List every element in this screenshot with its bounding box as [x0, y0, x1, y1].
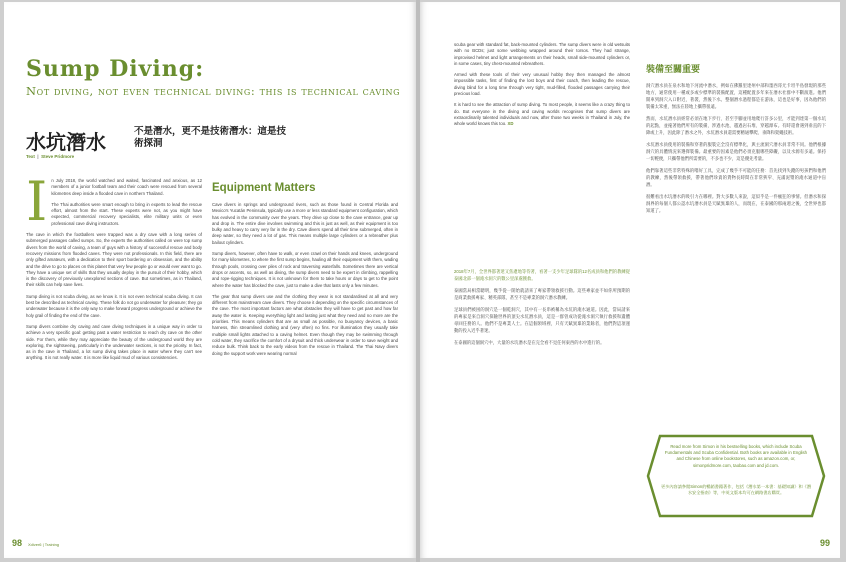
paragraph: Cave divers in springs and underground rivers, such as those found in Central Florida and Mexico's Yucatán Peninsula, typically use a more or less standard equipment configuration, which has evolved in the community over the years. They drive up close to the cave entrance, gear up and drop in. The entire dive involves swimming and this is just as well, as their equipment is too bulky and heavy to carry very far in the dry. Cave divers spend all their time submerged, often in deep water, so they need a lot of gas. This means multiple large cylinders or a rebreather plus bailout cylinders.	[212, 202, 398, 245]
right-page-number: 99	[819, 538, 830, 548]
paragraph: Sump divers, however, often have to walk, or even crawl on their hands and knees, underground for many kilometres, to where the first sump begins, hauling all their equipment with them, wading through pools, crossing over piles of rock and traversing waterfalls. Sometimes there are vertical drops or ascents, so, as well as diving, the sump divers need to be expert in climbing, rappelling and rope-rigging techniques. It is not unknown for them to take hours or days to get to the point where the water has blocked the cave, just to make a dive that lasts only a few minutes.	[212, 251, 398, 288]
paragraph: 他們靠著這些非常特殊的嗜好工具，完成了幾乎不可能的任務：首先找到失蹤的男孩們和他們的教練，然後帶領救援，帶著他們珍貴的貨物長時間在非常狹窄、充滿泥漿的淹水通道中盲潛。	[646, 168, 826, 187]
chinese-lead-paragraph: 2018年7月，全世界都著迷又焦慮地等待著，看著一支少年足球隊的12名成員和他們的教練從泰國北部一個淹水洞穴的數公里深處獲救。	[454, 269, 630, 281]
paragraph: The Thai authorities were smart enough to bring in experts to lead the rescue effort, almost from the start. These experts were not, as you might have expected, commercial recovery specialists, elite military units or even professional cave diving instructors.	[51, 201, 202, 226]
paragraph: It is hard to see the attraction of sump diving. To most people, it seems like a crazy thing to do. But everyone in the diving and caving worlds recognises that sump divers are extraordinarily talented individuals and now, after those two weeks in Thailand in July, the whole world knows this too. XD	[454, 102, 630, 127]
paragraph: 洞穴潛水員在泉水和地下河流中潛水，例如在佛羅里達州中部和墨西哥尤卡坦半島發現的那些地方，通常使用一種或多或少標準的裝備配置，這種配置多年來在潛水社群中不斷演進。他們開車到洞穴入口附近，著裝，然後下水。整個潛水過程都是在游泳，這也是好事，因為他們的裝備太笨重，無法在陸地上攜帶很遠。	[646, 83, 826, 109]
english-column-2	[212, 202, 398, 362]
chinese-column-2	[646, 82, 826, 219]
english-column-3	[454, 42, 630, 133]
article-title-chinese: 水坑潛水	[26, 130, 106, 154]
byline: Text | Steve Pridmore	[26, 154, 75, 159]
paragraph: Sump diving is not scuba diving, as we know it. It is not even technical scuba diving. It can best be described as technical caving. These folk do not go underwater for pleasure; they go underwater because it is the only way to make forward progress underground or achieve the holy grail of finding the end of the cave.	[26, 293, 202, 318]
paragraph: 然而，水坑潛水員經常必須在地下步行、甚至手腳並用地爬行許多公里，才能到達第一個水坑的起點，並拖著他們所有的裝備，涉過水池、越過岩石堆、穿越瀑布。有時還會遇到垂直的下降或上升，因此除了潛水之外，水坑潛水員還需要精通攀爬、垂降和架繩技術。	[646, 116, 826, 135]
right-page	[420, 2, 840, 558]
byline-author: Steve Pridmore	[41, 154, 75, 159]
paragraph: The gear that sump divers use and the clothing they wear is not standardised at all and very different from mainstream cave divers. They choose it depending on the specific circumstances of the cave. The most important factors are what obstacles they will have to get past and how far away the water is. Keeping everything light and lasting just what they need and no more are the priorities. This means cylinders that are as small as possible, no buoyancy devices, a basic harness, thin streamlined clothing and (very often) no fins. For illumination they usually take multiple small lights attached to a caving helmet. Even though they may be swimming through cold water, they sacrifice the comfort of a drysuit and thick underwear in order to save weight and reduce bulk. Think back to the early videos from the rescue in Thailand. The Thai Navy divers doing the support work were wearing normal	[212, 293, 398, 356]
footer-text: Xdiver6 | Training	[27, 542, 60, 547]
promo-text-chinese: 更多內容請參閱Simon的暢銷書籍著作，包括《潛水第一本書：基礎知識》和《潛水安全指南》等，中英文版本均可在網路書店購買。	[660, 484, 812, 496]
end-mark: XD	[507, 121, 514, 127]
paragraph: 在泰國的這個洞穴中，大量的水坑潛水是在完全看不見任何東西的水中進行的。	[454, 340, 605, 345]
article-title: Sump Diving:	[26, 56, 205, 82]
paragraph: Sump divers combine dry caving and cave diving techniques in a unique way in order to achieve a very specific goal: getting past a water restriction to reach dry cave on the other side. For them, while they may appreciate the beauty of the underground world they are exploring, the sightseeing, particularly in the underwater sections, is not the priority. In fact, as in the cave in Thailand, a lot sump diving takes place in water where they can't see anything. It is not really water. It is more like liquid mud of various consistencies.	[26, 323, 202, 361]
drop-cap: I	[26, 170, 48, 233]
byline-label: Text	[26, 154, 35, 159]
chinese-section-heading: 裝備至關重要	[646, 64, 701, 74]
paragraph: 很難看出水坑潛水的吸引力在哪裡。對大多數人來說，這似乎是一件瘋狂的事情。但潛水和探洞界的每個人都公認水坑潛水員是天賦異稟的人，而現在，在泰國的那兩週之後，全世界也都知道了。	[646, 194, 826, 213]
page-number: 98	[12, 538, 23, 548]
promo-hexagon-box	[646, 434, 826, 518]
paragraph: scuba gear with standard fat, back-mounted cylinders. The sump divers were in old wetsuits with no BCDs; just some webbing wrapped around their torsos. They had strange, improvised helmet and light arrangements on their heads, small side-mounted cylinders or, in some cases, tiny chest-mounted rebreathers.	[454, 42, 630, 66]
paragraph: The cave in which the footballers were trapped was a dry cave with a long series of submerged passages called sumps. So, the experts the authorities called on were top sump divers from the world of caving, a team of guys with a history of successful rescue and body recovery missions from flooded caves. They were not professionals. In this field, there are only gifted amateurs, with a dedication to their sport bordering on obsession, and the ability and the drive to go to places on this planet that very few people go or would ever want to go. They have a unique set of skills that they usually deploy in the pursuit of their hobby, which is the discovery of previously unexplored sections of cave. But sometimes, as in Thailand, their skills can help save lives.	[26, 232, 202, 288]
english-column-1	[26, 170, 202, 367]
paragraph: 泰國當局相當聰明，幾乎從一開始就請來了專家帶領救援行動。這些專家並不如你所預期的是商業救援專家、精英部隊，甚至不是專業的洞穴潛水教練。	[454, 288, 630, 300]
chinese-column-1	[454, 268, 630, 351]
paragraph: 足球員們被困的洞穴是一個乾洞穴，其中有一長串被稱為水坑的淹水通道。因此，當局請來的專家是來自洞穴探險世界的頂尖水坑潛水員，這是一群曾成功從淹水洞穴執行救援和遺體尋回任務的人。他們不是專業人士。在這個領域裡，只有天賦異稟的業餘者，他們對這項運動的投入近乎著迷。	[454, 307, 630, 333]
paragraph: In July 2018, the world watched and waited, fascinated and anxious, as 12 members of a junior football team and their coach were rescued from several kilometres deep inside a flooded cave in northern Thailand.	[26, 170, 202, 233]
paragraph: Armed with these tools of their very unusual hobby they then managed the almost impossible tasks, first of finding the lost boys and their coach, then leading the rescue, diving blind for a long time through very tight, mud-filled, flooded passages carrying their precious load.	[454, 72, 630, 97]
promo-text-english: Read more from Simon in his bestselling books, which include Scuba Fundamentals and Scuba Confidential. Both books are available in English and Chinese from online bookstores, such as amazon.com, or, simonpridmore.com, taobao.com and jd.com.	[664, 444, 808, 468]
article-subtitle: Not diving, not even technical diving: this is technical caving	[26, 84, 401, 98]
paragraph: 水坑潛水員使用的裝備和穿著的服裝完全沒有標準化，與主流洞穴潛水員非常不同。他們根據洞穴的具體情況來選擇裝備。最重要的因素是他們必須克服哪些障礙，以及水源有多遠。保持一切輕便，只攜帶他們所需要的，不多也不少，這是優先考量。	[646, 142, 826, 161]
article-subtitle-chinese: 不是潛水，更不是技術潛水：這是技術探洞	[134, 126, 287, 149]
left-footer	[12, 538, 59, 548]
section-heading: Equipment Matters	[212, 182, 316, 194]
left-page	[4, 2, 416, 558]
